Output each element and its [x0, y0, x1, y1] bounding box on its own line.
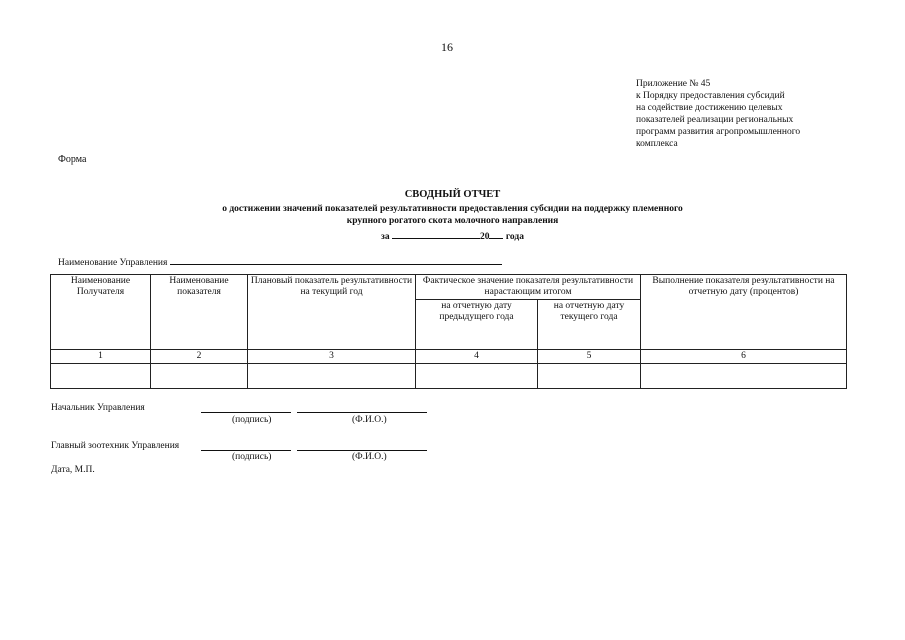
header-row	[51, 275, 847, 300]
appendix-line: комплекса	[636, 139, 678, 149]
period-year-blank[interactable]	[489, 228, 503, 239]
management-field	[58, 254, 502, 268]
head-fio-line[interactable]	[297, 412, 427, 413]
period-date-blank[interactable]	[392, 228, 480, 239]
header-actual-prev: на отчетную дату предыдущего года	[416, 300, 538, 350]
period-year-prefix: 20	[479, 232, 490, 242]
date-stamp-label: Дата, М.П.	[51, 465, 95, 475]
report-subtitle	[0, 203, 905, 227]
appendix-line: Приложение № 45	[636, 79, 711, 89]
table-cell[interactable]	[641, 364, 847, 389]
appendix-line: к Порядку предоставления субсидий	[636, 91, 785, 101]
head-label: Начальник Управления	[51, 403, 145, 413]
appendix-note	[636, 78, 800, 150]
table-row	[51, 364, 847, 389]
appendix-line: показателей реализации региональных	[636, 115, 794, 125]
column-number: 1	[51, 350, 151, 364]
report-table	[50, 274, 847, 389]
form-label: Форма	[58, 154, 87, 165]
zoo-fio-line[interactable]	[297, 450, 427, 451]
table-cell[interactable]	[538, 364, 641, 389]
subtitle-line: о достижении значений показателей результативности предоставления субсидии на поддержку племенного	[222, 204, 683, 214]
head-sign-caption: (подпись)	[232, 415, 272, 425]
column-number-row	[51, 350, 847, 364]
column-number: 6	[641, 350, 847, 364]
management-label: Наименование Управления	[58, 258, 168, 268]
zoo-fio-caption: (Ф.И.О.)	[352, 452, 387, 462]
column-number: 5	[538, 350, 641, 364]
zoo-sign-line[interactable]	[201, 450, 291, 451]
subtitle-line: крупного рогатого скота молочного направления	[346, 216, 559, 226]
appendix-line: программ развития агропромышленного	[636, 127, 801, 137]
zootechnician-label: Главный зоотехник Управления	[51, 441, 180, 451]
header-indicator: Наименование показателя	[151, 275, 248, 350]
period-suffix: года	[505, 232, 524, 242]
table-cell[interactable]	[416, 364, 538, 389]
period-prefix: за	[381, 232, 390, 242]
report-title: СВОДНЫЙ ОТЧЕТ	[404, 189, 501, 200]
column-number: 3	[248, 350, 416, 364]
header-planned: Плановый показатель результативности на текущий год	[248, 275, 416, 350]
table-cell[interactable]	[51, 364, 151, 389]
column-number: 2	[151, 350, 248, 364]
report-period	[0, 228, 905, 242]
header-execution: Выполнение показателя результативности на отчетную дату (процентов)	[641, 275, 847, 350]
head-sign-line[interactable]	[201, 412, 291, 413]
page-number: 16	[441, 40, 453, 54]
table-cell[interactable]	[248, 364, 416, 389]
column-number: 4	[416, 350, 538, 364]
appendix-line: на содействие достижению целевых	[636, 103, 783, 113]
management-blank[interactable]	[170, 254, 502, 265]
header-recipient: Наименование Получателя	[51, 275, 151, 350]
zoo-sign-caption: (подпись)	[232, 452, 272, 462]
head-fio-caption: (Ф.И.О.)	[352, 415, 387, 425]
header-actual-curr: на отчетную дату текущего года	[538, 300, 641, 350]
header-actual: Фактическое значение показателя результативности нарастающим итогом	[416, 275, 641, 300]
table-cell[interactable]	[151, 364, 248, 389]
